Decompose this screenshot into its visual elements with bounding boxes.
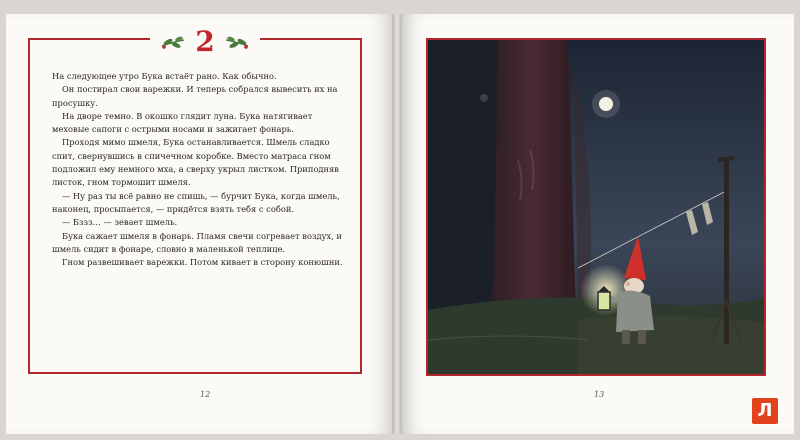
chapter-number: 2 (195, 25, 215, 58)
paragraph: Бука сажает шмеля в фонарь. Пламя свечи согревает воздух, и шмель сидит в фонаре, словно в маленькой теплице. (52, 230, 342, 254)
paragraph: Он постирал свои варежки. И теперь собрался вывесить их на просушку. (52, 84, 338, 108)
pole (724, 158, 729, 344)
story-text (52, 70, 346, 269)
book-gutter (392, 14, 402, 434)
paragraph: На следующее утро Бука встаёт рано. Как обычно. (52, 71, 277, 81)
holly-sprig-icon (160, 34, 186, 50)
illustration-frame (426, 38, 766, 376)
litres-logo-icon: Л (752, 398, 778, 424)
paragraph: — Бззз… — зевает шмель. (62, 217, 178, 228)
holly-sprig-icon (224, 34, 250, 50)
page-number-left: 12 (200, 390, 211, 399)
paragraph: — Ну раз ты всё равно не спишь, — бурчит Бука, когда шмель, наконец, просыпается, — придётся взять тебя с собой. (52, 190, 340, 214)
paragraph: Гном развешивает варежки. Потом кивает в сторону конюшни. (62, 257, 343, 268)
page-number-right: 13 (594, 390, 605, 399)
paragraph: На дворе темно. В окошко глядит луна. Бука натягивает меховые сапоги с острыми носами и зажигает фонарь. (52, 110, 313, 135)
night-scene-illustration (428, 40, 764, 374)
chapter-heading (150, 26, 260, 58)
paragraph: Проходя мимо шмеля, Бука останавливается. Шмель сладко спит, свернувшись в спичечном коробке. Вместо матраса гном подложил ему немного мха, а сверху укрыл листком. Приподняв листок, гном тормошит шмеля. (52, 137, 339, 188)
